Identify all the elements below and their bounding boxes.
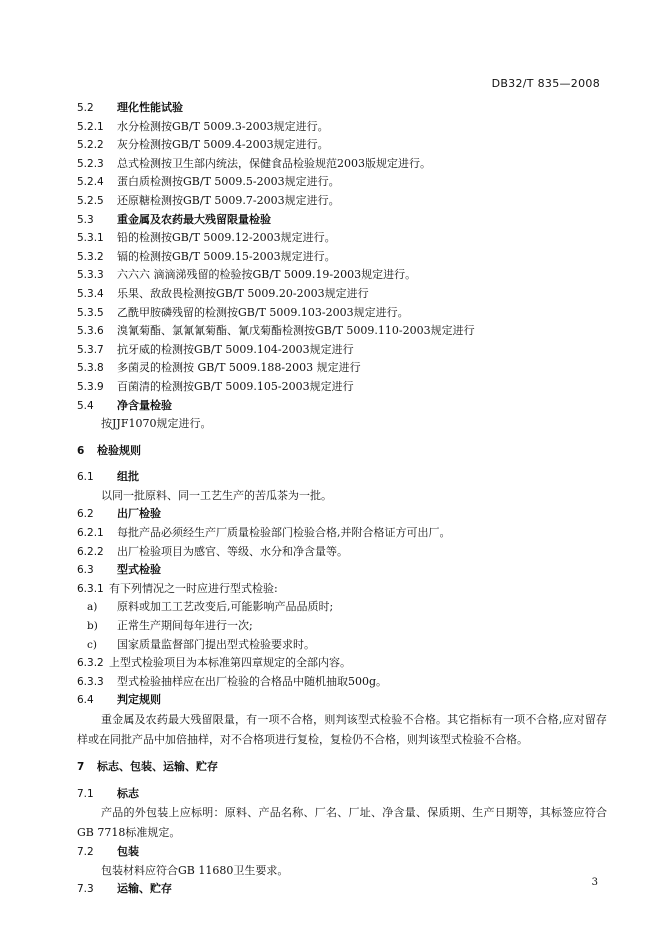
chapter-number: 7	[77, 761, 85, 773]
clause-text: 灰分检测按GB/T 5009.4-2003规定进行。	[117, 138, 329, 152]
section-title: 判定规则	[117, 693, 161, 707]
section-title: 运输、贮存	[117, 882, 172, 896]
clause	[77, 341, 607, 360]
section-title: 组批	[117, 470, 139, 484]
clause-number: 5.3.8	[77, 362, 104, 375]
page-number: 3	[591, 877, 598, 888]
clause-number: 5.2.2	[77, 139, 104, 152]
clause-text: 溴氰菊酯、氯氰氰菊酯、氰戊菊酯检测按GB/T 5009.110-2003规定进行	[117, 324, 475, 338]
clause-text: 抗牙威的检测按GB/T 5009.104-2003规定进行	[117, 342, 354, 356]
section-title: 理化性能试验	[117, 101, 183, 114]
clause	[77, 304, 607, 323]
section-number: 6.3	[77, 564, 94, 577]
clause-number: 5.3.1	[77, 232, 104, 245]
section-heading	[77, 785, 607, 804]
clause	[77, 359, 607, 378]
section-title: 净含量检验	[117, 398, 172, 412]
clause-number: 5.3.3	[77, 269, 104, 282]
clause	[77, 322, 607, 341]
list-marker: c)	[87, 638, 97, 651]
list-item	[77, 598, 607, 617]
clause-text: 百菌清的检测按GB/T 5009.105-2003规定进行	[117, 379, 354, 393]
clause-text: 镉的检测按GB/T 5009.15-2003规定进行。	[117, 249, 336, 263]
section-number: 6.4	[77, 694, 94, 707]
body-paragraph: 重金属及农药最大残留限量，有一项不合格，则判该型式检验不合格。其它指标有一项不合格,应对留存样或在同批产品中加倍抽样，对不合格项进行复检，复检仍不合格，则判该型式检验不合格。	[77, 713, 607, 746]
clause-number: 5.3.7	[77, 343, 104, 356]
list-item	[77, 636, 607, 655]
clause-number: 5.2.5	[77, 194, 104, 207]
clause-text: 型式检验抽样应在出厂检验的合格品中随机抽取500g。	[117, 674, 388, 688]
section-heading	[77, 843, 607, 862]
spacer	[77, 777, 607, 785]
clause	[77, 155, 607, 174]
section-number: 7.3	[77, 883, 94, 896]
chapter-heading	[77, 442, 607, 461]
clause	[77, 192, 607, 211]
clause-number: 5.3.4	[77, 287, 104, 300]
section-number: 7.1	[77, 787, 94, 800]
list-marker: b)	[87, 620, 98, 633]
list-item-text: 国家质量监督部门提出型式检验要求时。	[117, 637, 315, 651]
section-number: 7.2	[77, 846, 94, 859]
clause-text: 水分检测按GB/T 5009.3-2003规定进行。	[117, 119, 329, 133]
section-heading	[77, 468, 607, 487]
spacer	[77, 434, 607, 442]
clause-number: 5.2.3	[77, 157, 104, 170]
body-text: 以同一批原料、同一工艺生产的苦瓜茶为一批。	[101, 488, 332, 502]
list-item-text: 正常生产期间每年进行一次;	[117, 619, 253, 633]
clause	[77, 580, 607, 599]
spacer	[77, 750, 607, 758]
clause-text: 铅的检测按GB/T 5009.12-2003规定进行。	[117, 231, 336, 245]
document-body	[77, 99, 607, 899]
section-number: 6.1	[77, 471, 94, 484]
clause	[77, 543, 607, 562]
clause-text: 多菌灵的检测按 GB/T 5009.188-2003 规定进行	[117, 361, 361, 375]
clause-text: 每批产品必须经生产厂质量检验部门检验合格,并附合格证方可出厂。	[117, 526, 451, 540]
section-number: 6.2	[77, 508, 94, 521]
section-title: 出厂检验	[117, 507, 161, 521]
clause-number: 5.3.2	[77, 250, 104, 263]
clause	[77, 248, 607, 267]
chapter-number: 6	[77, 444, 85, 457]
spacer	[77, 460, 607, 468]
clause-number: 6.3.1	[77, 582, 104, 595]
clause-text: 还原糖检测按GB/T 5009.7-2003规定进行。	[117, 193, 340, 207]
clause-number: 5.2.1	[77, 120, 104, 133]
clause	[77, 136, 607, 155]
section-number: 5.3	[77, 213, 94, 226]
clause-number: 5.2.4	[77, 176, 104, 189]
clause-text: 乙酰甲胺磷残留的检测按GB/T 5009.103-2003规定进行。	[117, 305, 409, 319]
body-text: 按JJF1070规定进行。	[101, 417, 212, 431]
list-marker: a)	[87, 601, 98, 614]
section-heading	[77, 211, 607, 230]
section-heading	[77, 99, 607, 118]
clause-number: 6.2.1	[77, 527, 104, 540]
clause	[77, 378, 607, 397]
clause	[77, 654, 607, 673]
section-title: 包装	[117, 845, 139, 859]
list-item-text: 原料或加工工艺改变后,可能影响产品品质时;	[117, 600, 334, 614]
clause-number: 5.3.5	[77, 306, 104, 319]
clause	[77, 229, 607, 248]
clause-number: 6.3.2	[77, 657, 104, 670]
section-title: 重金属及农药最大残留限量检验	[117, 212, 271, 226]
document-id: DB32/T 835—2008	[491, 77, 600, 90]
section-heading	[77, 397, 607, 416]
chapter-heading	[77, 758, 607, 777]
clause	[77, 285, 607, 304]
clause-text: 六六六 滴滴涕残留的检验按GB/T 5009.19-2003规定进行。	[117, 268, 417, 282]
clause-number: 6.3.3	[77, 675, 104, 688]
clause-text: 有下列情况之一时应进行型式检验:	[109, 581, 278, 595]
list-item	[77, 617, 607, 636]
clause	[77, 173, 607, 192]
clause-text: 上型式检验项目为本标准第四章规定的全部内容。	[109, 656, 351, 670]
section-heading	[77, 880, 607, 899]
section-title: 型式检验	[117, 563, 161, 577]
section-heading	[77, 505, 607, 524]
section-number: 5.2	[77, 102, 94, 114]
section-number: 5.4	[77, 399, 94, 412]
body-text: 包装材料应符合GB 11680卫生要求。	[101, 863, 289, 877]
chapter-title: 检验规则	[97, 443, 141, 457]
clause-number: 5.3.9	[77, 380, 104, 393]
section-title: 标志	[117, 786, 139, 800]
clause-number: 5.3.6	[77, 325, 104, 338]
chapter-title: 标志、包装、运输、贮存	[97, 760, 218, 773]
clause	[77, 266, 607, 285]
section-heading	[77, 561, 607, 580]
clause	[77, 673, 607, 692]
clause-text: 总式检测按卫生部内统法，保健食品检验规范2003版规定进行。	[117, 156, 431, 170]
section-heading	[77, 691, 607, 710]
clause-text: 乐果、敌敌畏检测按GB/T 5009.20-2003规定进行	[117, 286, 369, 300]
clause-number: 6.2.2	[77, 545, 104, 558]
clause-text: 蛋白质检测按GB/T 5009.5-2003规定进行。	[117, 175, 340, 189]
clause	[77, 118, 607, 137]
body-paragraph: 产品的外包装上应标明：原料、产品名称、厂名、厂址、净含量、保质期、生产日期等，其标签应符合GB 7718标准规定。	[77, 806, 607, 840]
clause-text: 出厂检验项目为感官、等级、水分和净含量等。	[117, 544, 348, 558]
clause	[77, 524, 607, 543]
